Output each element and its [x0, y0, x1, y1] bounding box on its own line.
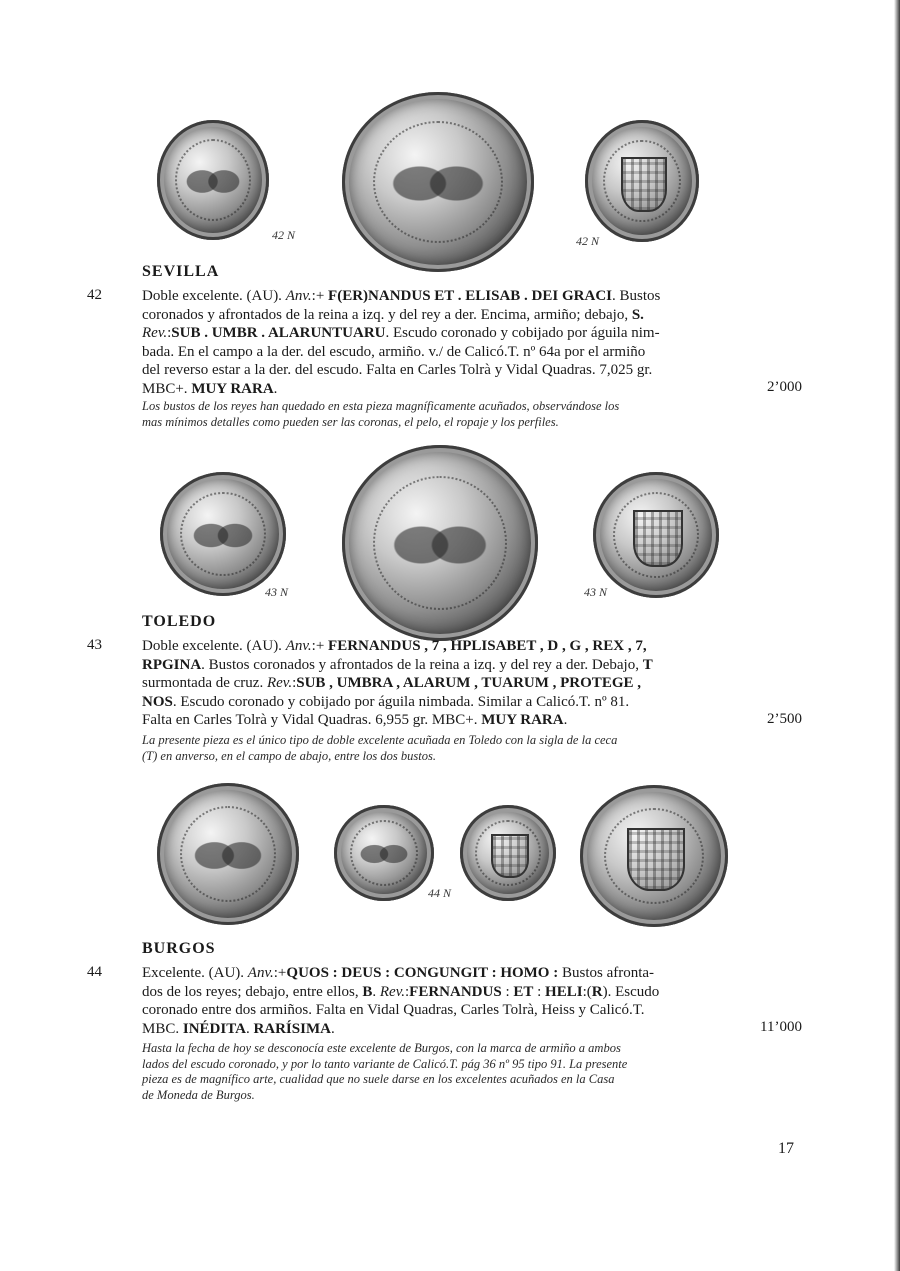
mint-heading-burgos: BURGOS: [142, 940, 216, 957]
caption-43-a: 43 N: [265, 585, 289, 599]
coin-42-obverse-large: [342, 92, 534, 272]
page-number: 17: [778, 1140, 794, 1157]
lot-44-note: Hasta la fecha de hoy se desconocía este excelente de Burgos, con la marca de armiño a ambos lados del escudo coronado, y por lo tanto variante de Calicó.T. pág 36 nº 95 tipo 91. La presente pieza es de magnífico arte, cualidad que no suele darse en los excelentes acuñados en la Casa de Moneda de Burgos.: [142, 1041, 628, 1102]
page-edge-shadow: [894, 0, 900, 1271]
mint-heading-toledo: TOLEDO: [142, 613, 217, 630]
lot-43-price: 2’500: [767, 711, 802, 727]
caption-42-a: 42 N: [272, 228, 296, 242]
coin-44-reverse-large: [580, 785, 728, 927]
lot-44-description: Excelente. (AU). Anv.:+QUOS : DEUS : CONGUNGIT : HOMO : Bustos afronta- dos de los reyes; debajo, entre ellos, B. Rev.:FERNANDUS : ET : HELI:(R). Escudo coronado entre dos armiños. Falta en Vidal Quadras, Carles Tolrà, Heiss y Calicó.T. MBC. INÉDITA. RARÍSIMA.: [142, 965, 660, 1037]
coin-43-obverse-small: [160, 472, 286, 596]
lot-44-price: 11’000: [760, 1019, 802, 1035]
lot-number-42: 42: [87, 287, 102, 303]
coin-44-reverse-small: [460, 805, 556, 901]
lot-number-44: 44: [87, 964, 102, 980]
lot-43-description: Doble excelente. (AU). Anv.:+ FERNANDUS , 7 , HPLISABET , D , G , REX , 7, RPGINA. Bustos coronados y afrontados de la reina a izq. y del rey a der. Debajo, T surmontada de cruz. Rev.:SUB , UMBRA , ALARUM , TUARUM , PROTEGE , NOS. Escudo coronado y cobijado por águila nimbada. Similar a Calicó.T. nº 81. Falta en Carles Tolrà y Vidal Quadras. 6,955 gr. MBC+. MUY RARA.: [142, 638, 653, 728]
lot-42-description: Doble excelente. (AU). Anv.:+ F(ER)NANDUS ET . ELISAB . DEI GRACI. Bustos coronados y afrontados de la reina a izq. y del rey a der. Encima, armiño; debajo, S. Rev.:SUB . UMBR . ALARUNTUARU. Escudo coronado y cobijado por águila nim- bada. En el campo a la der. del escudo, armiño. v./ de Calicó.T. nº 64a por el armiño del reverso estar a la der. del escudo. Falta en Carles Tolrà y Vidal Quadras. 7,025 gr. MBC+. MUY RARA.: [142, 288, 661, 397]
lot-42-note: Los bustos de los reyes han quedado en esta pieza magníficamente acuñados, observándose los mas mínimos detalles como pueden ser las coronas, el pelo, el ropaje y los perfiles.: [142, 399, 620, 429]
coin-43-reverse: [593, 472, 719, 598]
lot-43-note: La presente pieza es el único tipo de doble excelente acuñada en Toledo con la sigla de la ceca (T) en anverso, en el campo de abajo, entre los dos bustos.: [142, 733, 618, 763]
mint-heading-sevilla: SEVILLA: [142, 263, 220, 280]
coin-42-obverse-small: [157, 120, 269, 240]
coin-43-obverse-large: [342, 445, 538, 641]
lot-42-price: 2’000: [767, 379, 802, 395]
lot-number-43: 43: [87, 637, 102, 653]
coin-42-reverse: [585, 120, 699, 242]
coin-44-obverse-large: [157, 783, 299, 925]
caption-43-b: 43 N: [584, 585, 608, 599]
coin-44-obverse-small: [334, 805, 434, 901]
caption-42-b: 42 N: [576, 234, 600, 248]
caption-44: 44 N: [428, 886, 452, 900]
